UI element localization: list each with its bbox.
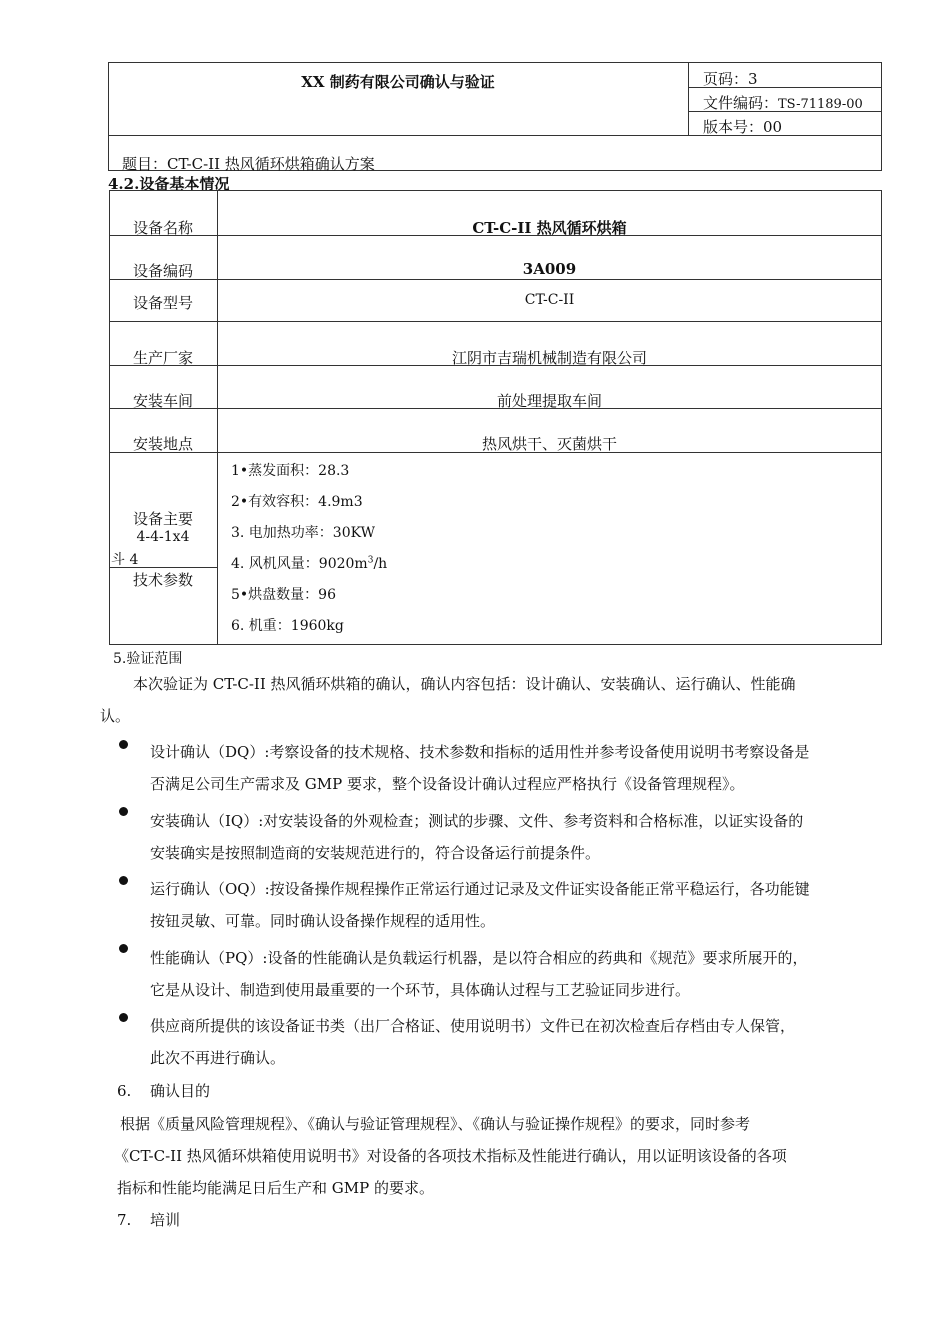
bullet-supplier-line1: 供应商所提供的该设备证书类（出厂合格证、使用说明书）文件已在初次检查后存档由专人保管， [150,1017,796,1035]
bullet-dot [119,876,128,885]
param-fan-airflow-sup: 3 [367,555,374,566]
row-location-label: 安装地点 [132,435,193,453]
document-subject: 题目：CT-C-II 热风循环烘箱确认方案 [122,155,375,173]
bullet-dot [119,944,128,953]
company-title: XX 制药有限公司确认与验证 [301,73,495,91]
section-6-line1: 根据《质量风险管理规程》、《确认与验证管理规程》、《确认与验证操作规程》的要求，同时参考 [120,1115,751,1133]
bullet-iq-line2: 安装确实是按照制造商的安装规范进行的，符合设备运行前提条件。 [150,844,601,862]
row-equipment-code-label: 设备编码 [132,262,193,280]
param-effective-volume: 2•有效容积：4.9m3 [231,494,363,510]
row-equipment-model-label: 设备型号 [132,294,193,312]
bullet-pq-line2: 它是从设计、制造到使用最重要的一个环节，具体确认过程与工艺验证同步进行。 [150,981,691,999]
bullet-pq-line1: 性能确认（PQ）:设备的性能确认是负载运行机器，是以符合相应的药典和《规范》要求所展开的， [150,949,808,967]
param-weight: 6. 机重：1960kg [231,618,344,634]
section-6-line2: 《CT-C-II 热风循环烘箱使用说明书》对设备的各项技术指标及性能进行确认，用以证明该设备的各项 [114,1147,787,1165]
bullet-dot [119,740,128,749]
param-fan-airflow [231,553,387,573]
row-equipment-model-value: CT-C-II [524,292,575,308]
section-6-heading: 确认目的 [150,1082,211,1100]
section-6-line3: 指标和性能均能满足日后生产和 GMP 的要求。 [117,1179,434,1197]
row-location-value: 热风烘干、灭菌烘干 [481,435,617,453]
param-evaporation-area: 1•蒸发面积：28.3 [231,463,350,479]
table-row-line [109,321,882,322]
param-fan-airflow-text: 4. 风机风量：9020m [231,556,368,572]
bullet-dot [119,1013,128,1022]
param-fan-airflow-suffix: /h [373,556,388,572]
row-manufacturer-label: 生产厂家 [132,349,193,367]
row-equipment-code-value: 3A009 [522,260,577,278]
bullet-dq-line1: 设计确认（DQ）:考察设备的技术规格、技术参数和指标的适用性并参考设备使用说明书考察设备是 [150,743,810,761]
bullet-dq-line2: 否满足公司生产需求及 GMP 要求，整个设备设计确认过程应严格执行《设备管理规程》。 [150,775,745,793]
row-manufacturer-value: 江阴市吉瑞机械制造有限公司 [451,349,647,367]
doc-code-label: 文件编码： [703,94,779,112]
bullet-supplier-line2: 此次不再进行确认。 [150,1049,286,1067]
row-equipment-name-value: CT-C-II 热风循环烘箱 [472,219,627,237]
section-4-2-heading: 4.2.设备基本情况 [108,175,230,193]
param-heating-power: 3. 电加热功率：30KW [231,525,375,541]
params-label-line2: 4-4-1x4 [136,529,190,545]
row-workshop-value: 前处理提取车间 [496,392,602,410]
header-divider-vertical [688,62,689,135]
bullet-oq-line1: 运行确认（OQ）:按设备操作规程操作正常运行通过记录及文件证实设备能正常平稳运行，各功能键 [150,880,810,898]
params-label-line1: 设备主要 [132,510,193,528]
bullet-oq-line2: 按钮灵敏、可靠。同时确认设备操作规程的适用性。 [150,912,496,930]
equipment-table [109,190,882,645]
row-equipment-name-label: 设备名称 [132,219,193,237]
equipment-table-col-divider [217,190,218,645]
section-7-number: 7. [117,1211,132,1229]
bullet-iq-line1: 安装确认（IQ）:对安装设备的外观检查；测试的步骤、文件、参考资料和合格标准，以证实设备的 [150,812,804,830]
page-number: 页码：3 [703,70,758,88]
section-7-heading: 培训 [150,1211,181,1229]
doc-code [703,92,863,113]
section-5-intro-line2: 认。 [100,707,131,725]
row-workshop-label: 安装车间 [132,392,193,410]
params-label-line3: 斗 4 [111,552,139,568]
table-row-line [109,279,882,280]
section-6-number: 6. [117,1082,132,1100]
param-tray-count: 5•烘盘数量：96 [231,587,336,603]
version-number: 版本号：00 [703,118,783,136]
doc-code-value: TS-71189-00 [778,97,863,112]
section-5-intro-line1: 本次验证为 CT-C-II 热风循环烘箱的确认，确认内容包括：设计确认、安装确认、运行确认、性能确 [133,675,796,693]
section-5-heading: 5.验证范围 [113,651,183,667]
params-label-line4: 技术参数 [132,571,193,589]
bullet-dot [119,807,128,816]
